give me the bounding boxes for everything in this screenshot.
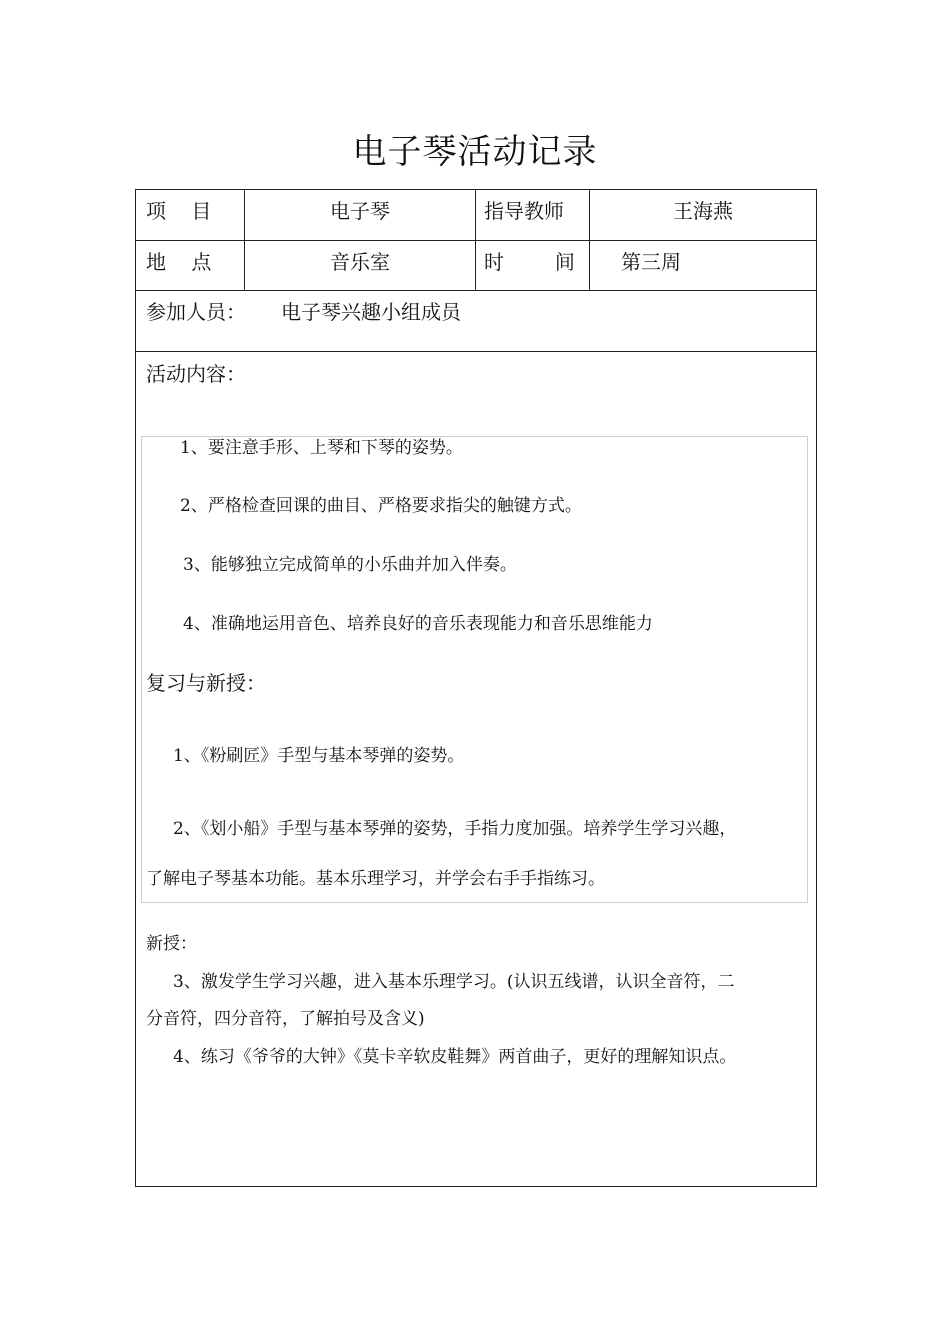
review-item-1: 1、《粉刷匠》手型与基本琴弹的姿势。 — [173, 746, 465, 766]
new-heading: 新授： — [146, 934, 197, 954]
label-location: 地 点 — [146, 250, 212, 274]
content-item-1: 1、要注意手形、上琴和下琴的姿势。 — [180, 438, 463, 458]
review-heading: 复习与新授： — [146, 671, 266, 695]
label-content: 活动内容： — [146, 362, 246, 386]
new-item-2: 4、练习《爷爷的大钟》《莫卡辛软皮鞋舞》两首曲子，更好的理解知识点。 — [173, 1047, 737, 1067]
table-border-left — [135, 189, 136, 1187]
label-teacher: 指导教师 — [484, 199, 564, 223]
content-item-2: 2、严格检查回课的曲目、严格要求指尖的触键方式。 — [180, 496, 582, 516]
row-divider-2 — [135, 290, 817, 291]
label-project: 项 目 — [146, 199, 212, 223]
value-teacher: 王海燕 — [673, 199, 733, 223]
row-divider-3 — [135, 351, 817, 352]
review-item-2: 2、《划小船》手型与基本琴弹的姿势，手指力度加强。培养学生学习兴趣， — [173, 819, 737, 839]
content-item-3: 3、能够独立完成简单的小乐曲并加入伴奏。 — [183, 555, 517, 575]
new-item-1: 3、激发学生学习兴趣，进入基本乐理学习。(认识五线谱，认识全音符，二 — [173, 972, 735, 992]
value-time: 第三周 — [621, 250, 681, 274]
row-divider-1 — [135, 240, 817, 241]
page-title: 电子琴活动记录 — [352, 132, 598, 172]
label-participants: 参加人员： — [146, 300, 246, 324]
value-project: 电子琴 — [330, 199, 390, 223]
table-border-bottom — [135, 1186, 817, 1187]
table-border-right — [816, 189, 817, 1187]
col-divider-2 — [475, 189, 476, 291]
value-location: 音乐室 — [330, 250, 390, 274]
content-item-4: 4、准确地运用音色、培养良好的音乐表现能力和音乐思维能力 — [183, 614, 653, 634]
label-time: 时 间 — [484, 250, 575, 274]
review-item-2-cont: 了解电子琴基本功能。基本乐理学习，并学会右手手指练习。 — [146, 869, 605, 889]
table-border-top — [135, 189, 817, 190]
new-item-1-cont: 分音符，四分音符，了解拍号及含义) — [146, 1009, 425, 1029]
value-participants: 电子琴兴趣小组成员 — [281, 300, 461, 324]
